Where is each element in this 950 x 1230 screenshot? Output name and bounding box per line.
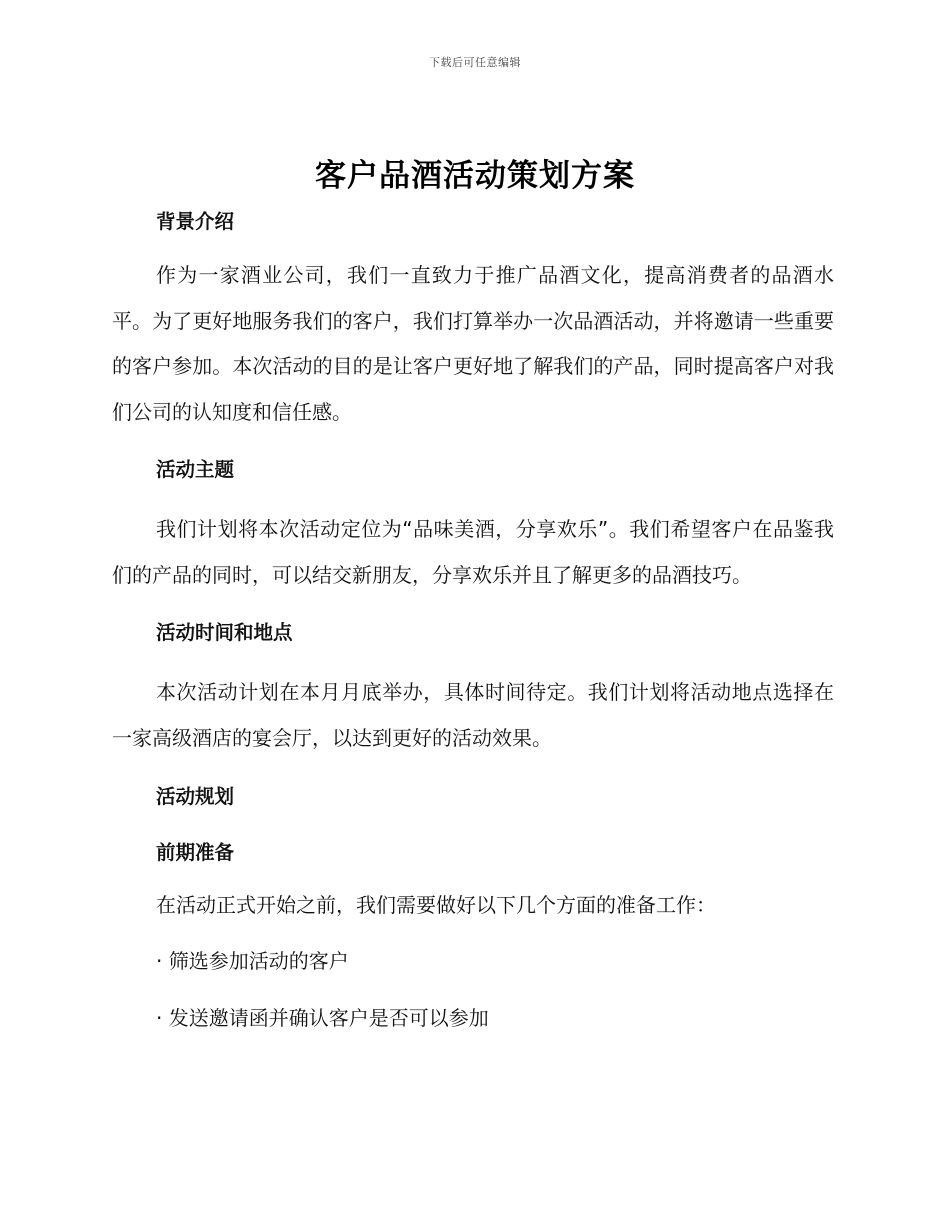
paragraph-time-place: 本次活动计划在本月月底举办，具体时间待定。我们计划将活动地点选择在一家高级酒店的宴会厅，以达到更好的活动效果。 <box>112 680 834 750</box>
list-item: · 筛选参加活动的客户 <box>156 949 349 973</box>
paragraph-background: 作为一家酒业公司，我们一直致力于推广品酒文化，提高消费者的品酒水平。为了更好地服务我们的客户，我们打算举办一次品酒活动，并将邀请一些重要的客户参加。本次活动的目的是让客户更好地了解我们的产品，同时提高客户对我们公司的认知度和信任感。 <box>112 263 834 424</box>
paragraph-theme: 我们计划将本次活动定位为“品味美酒，分享欢乐”。我们希望客户在品鉴我们的产品的同时，可以结交新朋友，分享欢乐并且了解更多的品酒技巧。 <box>112 517 834 587</box>
document-title: 客户品酒活动策划方案 <box>315 158 635 194</box>
paragraph-preparation-intro: 在活动正式开始之前，我们需要做好以下几个方面的准备工作： <box>156 893 716 917</box>
document-body <box>112 205 834 1035</box>
header-note: 下载后可任意编辑 <box>429 56 521 69</box>
list-item: · 发送邀请函并确认客户是否可以参加 <box>156 1006 489 1030</box>
section-heading-background: 背景介绍 <box>156 210 235 233</box>
section-heading-theme: 活动主题 <box>156 458 235 481</box>
section-heading-preparation: 前期准备 <box>156 841 235 864</box>
section-heading-planning: 活动规划 <box>156 785 235 808</box>
section-heading-time-place: 活动时间和地点 <box>156 621 293 644</box>
